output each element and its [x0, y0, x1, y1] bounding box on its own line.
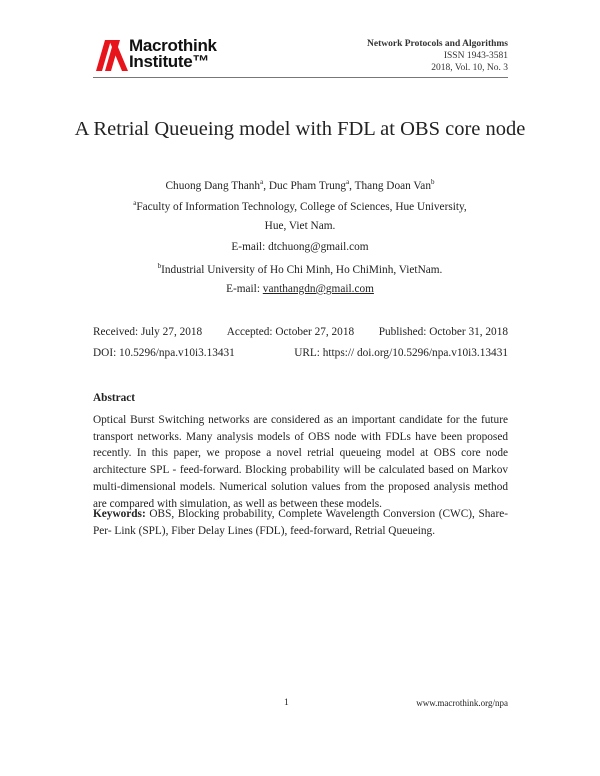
doi-row: [93, 347, 508, 359]
accepted-date: Accepted: October 27, 2018: [226, 326, 355, 338]
author: Thang Doan Van: [354, 179, 431, 192]
author-sup: b: [430, 178, 435, 186]
affil-text: Faculty of Information Technology, College of Sciences, Hue University,: [136, 200, 467, 213]
issn: ISSN 1943-3581: [443, 51, 508, 61]
journal-name: Network Protocols and Algorithms: [367, 39, 508, 49]
affiliation-b: [0, 262, 600, 276]
email-a: [0, 241, 600, 253]
received-date: Received: July 27, 2018: [93, 326, 203, 338]
footer-website: www.macrothink.org/npa: [416, 698, 508, 708]
affil-sup: b: [157, 262, 162, 270]
author: Duc Pham Trung: [268, 179, 347, 192]
published-date: Published: October 31, 2018: [378, 326, 508, 338]
macrothink-logo: [96, 38, 256, 72]
author-sup: a: [260, 178, 264, 186]
journal-header: [367, 38, 508, 74]
email-a-value: dtchuong@gmail.com: [268, 241, 369, 253]
keywords-label: Keywords:: [93, 508, 146, 520]
email-b: [0, 283, 600, 295]
doi: DOI: 10.5296/npa.v10i3.13431: [93, 347, 235, 359]
abstract-text: Optical Burst Switching networks are considered as an important candidate for the future transport networks. Many analysis models of OBS node with FDLs have been proposed recently. In this paper, we propose a novel retrial queueing model at OBS core node architecture SPL - feed-forward. Blocking probability will be calculated based on Markov multi-dimensional models. Numerical solution values from the proposed analysis method are compared with simulation, as well as between these models.: [93, 414, 508, 510]
abstract-heading: Abstract: [93, 392, 136, 404]
paper-title: A Retrial Queueing model with FDL at OBS core node: [74, 118, 526, 140]
keywords: [93, 506, 508, 539]
header-rule: [93, 77, 508, 78]
affil-text: Industrial University of Ho Chi Minh, Ho ChiMinh, VietNam.: [161, 263, 443, 276]
authors: [0, 178, 600, 192]
logo-mark-icon: [96, 40, 128, 71]
affiliation-a-line2: Hue, Viet Nam.: [264, 220, 336, 232]
author-sep: ,: [349, 179, 355, 192]
affil-sup: a: [133, 199, 137, 207]
affiliation-a: [0, 199, 600, 213]
keywords-text: OBS, Blocking probability, Complete Wavelength Conversion (CWC), Share-Per- Link (SPL), Fiber Delay Lines (FDL), feed-forward, Retrial Queueing.: [93, 508, 508, 537]
page-number: 1: [284, 698, 289, 708]
author-sup: a: [346, 178, 350, 186]
author: Chuong Dang Thanh: [165, 179, 261, 192]
url: URL: https:// doi.org/10.5296/npa.v10i3.13431: [294, 347, 508, 359]
logo-line2: Institute™: [129, 52, 210, 71]
volume: 2018, Vol. 10, No. 3: [431, 63, 508, 73]
email-label: E-mail:: [231, 241, 269, 253]
logo-line1: Macrothink: [129, 36, 217, 55]
author-sep: ,: [263, 179, 269, 192]
email-label: E-mail:: [226, 283, 263, 295]
dates-row: [93, 326, 508, 338]
email-b-link[interactable]: vanthangdn@gmail.com: [262, 283, 374, 295]
